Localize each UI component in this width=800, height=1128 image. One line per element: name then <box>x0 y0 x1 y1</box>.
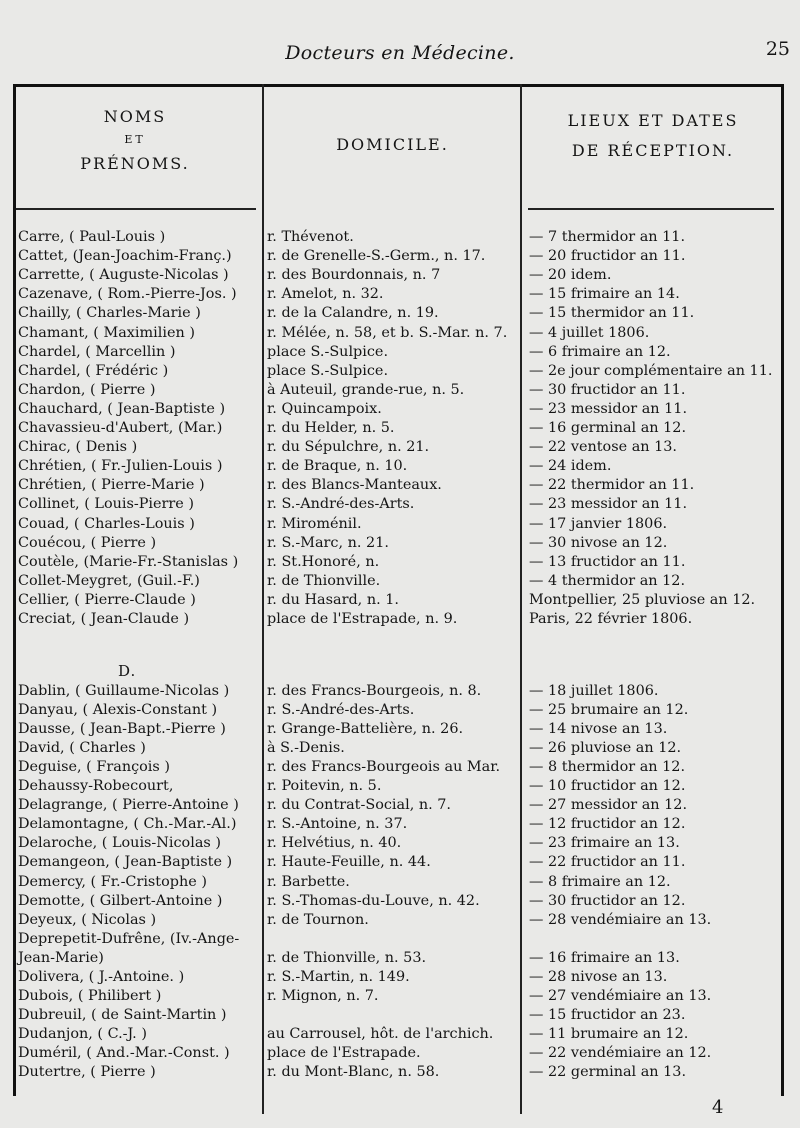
entry-date: — 8 thermidor an 12. <box>529 759 686 775</box>
entry-date: — 23 messidor an 11. <box>529 496 688 512</box>
entry-name: Chardon, ( Pierre ) <box>18 382 156 398</box>
entry-date: — 24 idem. <box>529 458 612 474</box>
entry-domicile: place S.-Sulpice. <box>267 363 389 379</box>
entry-date: — 22 fructidor an 11. <box>529 854 686 870</box>
entry-domicile: r. S.-Thomas-du-Louve, n. 42. <box>267 893 480 909</box>
entry-date: — 16 frimaire an 13. <box>529 950 680 966</box>
entry-date: — 15 frimaire an 14. <box>529 286 680 302</box>
entry-domicile: r. de Tournon. <box>267 912 369 928</box>
entry-date: — 2e jour complémentaire an 11. <box>529 363 773 379</box>
entry-name: Coutèle, (Marie-Fr.-Stanislas ) <box>18 554 239 570</box>
entry-date: — 30 fructidor an 12. <box>529 893 686 909</box>
catchword: 4 <box>712 1097 724 1118</box>
entry-date: — 15 fructidor an 23. <box>529 1007 686 1023</box>
entry-date: — 18 juillet 1806. <box>529 683 659 699</box>
page-header-title: Docteurs en Médecine. <box>285 42 515 64</box>
entry-date: — 8 frimaire an 12. <box>529 874 671 890</box>
entry-date: — 4 juillet 1806. <box>529 325 650 341</box>
entry-name: Dubreuil, ( de Saint-Martin ) <box>18 1007 227 1023</box>
header-reception: DE RÉCEPTION. <box>571 141 735 161</box>
entry-domicile: r. Barbette. <box>267 874 350 890</box>
entry-date: — 22 ventose an 13. <box>529 439 677 455</box>
entry-domicile: r. Amelot, n. 32. <box>267 286 384 302</box>
entry-name: Dubois, ( Philibert ) <box>18 988 162 1004</box>
entry-domicile: r. S.-Marc, n. 21. <box>267 535 389 551</box>
entry-date: — 26 pluviose an 12. <box>529 740 682 756</box>
entry-name: Delaroche, ( Louis-Nicolas ) <box>18 835 221 851</box>
entry-domicile: place de l'Estrapade. <box>267 1045 421 1061</box>
entry-domicile: à S.-Denis. <box>267 740 345 756</box>
entry-name: Demangeon, ( Jean-Baptiste ) <box>18 854 233 870</box>
entry-name: Jean-Marie) <box>18 950 104 966</box>
entry-name: Dudanjon, ( C.-J. ) <box>18 1026 147 1042</box>
entry-date: — 7 thermidor an 11. <box>529 229 686 245</box>
entry-date: — 28 vendémiaire an 13. <box>529 912 712 928</box>
entry-name: Carrette, ( Auguste-Nicolas ) <box>18 267 229 283</box>
entry-domicile: r. Poitevin, n. 5. <box>267 778 382 794</box>
entry-date: — 12 fructidor an 12. <box>529 816 686 832</box>
entry-domicile: r. du Hasard, n. 1. <box>267 592 399 608</box>
entry-date: — 30 fructidor an 11. <box>529 382 686 398</box>
entry-date: — 20 fructidor an 11. <box>529 248 686 264</box>
entry-domicile: r. de Braque, n. 10. <box>267 458 408 474</box>
entry-domicile: r. du Contrat-Social, n. 7. <box>267 797 451 813</box>
entry-domicile: à Auteuil, grande-rue, n. 5. <box>267 382 465 398</box>
entry-name: Carre, ( Paul-Louis ) <box>18 229 166 245</box>
entry-date: Paris, 22 février 1806. <box>529 611 693 627</box>
header-lieux-dates: LIEUX ET DATES <box>567 111 739 130</box>
entry-domicile: r. Helvétius, n. 40. <box>267 835 402 851</box>
entry-domicile: r. de Thionville, n. 53. <box>267 950 427 966</box>
entry-date: Montpellier, 25 pluviose an 12. <box>529 592 756 608</box>
entry-domicile: r. Grange-Battelière, n. 26. <box>267 721 464 737</box>
header-noms: NOMS <box>103 107 167 126</box>
entry-date: — 30 nivose an 12. <box>529 535 668 551</box>
entry-domicile: r. Mélée, n. 58, et b. S.-Mar. n. 7. <box>267 325 508 341</box>
entry-domicile: place de l'Estrapade, n. 9. <box>267 611 458 627</box>
entry-name: Duméril, ( And.-Mar.-Const. ) <box>18 1045 230 1061</box>
entry-domicile: r. des Bourdonnais, n. 7 <box>267 267 441 283</box>
entry-domicile: r. Mignon, n. 7. <box>267 988 379 1004</box>
entry-domicile: r. Miroménil. <box>267 516 362 532</box>
header-rule-dates <box>528 208 774 210</box>
entry-name: Delamontagne, ( Ch.-Mar.-Al.) <box>18 816 237 832</box>
entry-date: — 16 germinal an 12. <box>529 420 687 436</box>
entry-domicile: r. du Mont-Blanc, n. 58. <box>267 1064 440 1080</box>
entry-domicile: r. des Blancs-Manteaux. <box>267 477 442 493</box>
entry-domicile: r. S.-Martin, n. 149. <box>267 969 410 985</box>
entry-name: Demercy, ( Fr.-Cristophe ) <box>18 874 207 890</box>
entry-date: — 4 thermidor an 12. <box>529 573 686 589</box>
entry-domicile: r. Quincampoix. <box>267 401 382 417</box>
column-header-domicile <box>270 136 515 154</box>
entry-date: — 15 thermidor an 11. <box>529 305 695 321</box>
entry-name: Cellier, ( Pierre-Claude ) <box>18 592 196 608</box>
entry-name: David, ( Charles ) <box>18 740 146 756</box>
entry-domicile: au Carrousel, hôt. de l'archich. <box>267 1026 494 1042</box>
entry-name: Deyeux, ( Nicolas ) <box>18 912 157 928</box>
entry-name: Dolivera, ( J.-Antoine. ) <box>18 969 185 985</box>
entry-name: Chardel, ( Marcellin ) <box>18 344 176 360</box>
header-prenoms: PRÉNOMS. <box>80 154 190 174</box>
entry-name: Chrétien, ( Pierre-Marie ) <box>18 477 205 493</box>
entry-date: — 23 frimaire an 13. <box>529 835 680 851</box>
column-header-names <box>20 108 250 173</box>
entry-date: — 22 vendémiaire an 12. <box>529 1045 712 1061</box>
entry-name: Chauchard, ( Jean-Baptiste ) <box>18 401 226 417</box>
entry-name: Chailly, ( Charles-Marie ) <box>18 305 201 321</box>
column-rule-1 <box>262 84 264 1114</box>
column-header-dates <box>528 112 778 161</box>
entry-name: Delagrange, ( Pierre-Antoine ) <box>18 797 239 813</box>
entry-date: — 11 brumaire an 12. <box>529 1026 689 1042</box>
entry-date: — 20 idem. <box>529 267 612 283</box>
entry-domicile: r. Thévenot. <box>267 229 354 245</box>
entry-date: — 14 nivose an 13. <box>529 721 668 737</box>
entry-name: Cattet, (Jean-Joachim-Franç.) <box>18 248 232 264</box>
entry-domicile: r. des Francs-Bourgeois au Mar. <box>267 759 501 775</box>
entry-name: Deprepetit-Dufrêne, (Iv.-Ange- <box>18 931 240 947</box>
entry-name: Danyau, ( Alexis-Constant ) <box>18 702 218 718</box>
entry-domicile: r. de Thionville. <box>267 573 381 589</box>
entry-domicile: place S.-Sulpice. <box>267 344 389 360</box>
entry-domicile: r. S.-Antoine, n. 37. <box>267 816 408 832</box>
header-rule-names <box>16 208 256 210</box>
entry-name: Creciat, ( Jean-Claude ) <box>18 611 190 627</box>
entry-date: — 27 vendémiaire an 13. <box>529 988 712 1004</box>
entry-name: Chamant, ( Maximilien ) <box>18 325 195 341</box>
entry-domicile: r. de la Calandre, n. 19. <box>267 305 439 321</box>
entry-date: — 28 nivose an 13. <box>529 969 668 985</box>
entry-date: — 25 brumaire an 12. <box>529 702 689 718</box>
section-letter-d: D. <box>118 662 137 680</box>
entry-domicile: r. des Francs-Bourgeois, n. 8. <box>267 683 482 699</box>
entry-domicile: r. Haute-Feuille, n. 44. <box>267 854 431 870</box>
entry-name: Chardel, ( Frédéric ) <box>18 363 169 379</box>
entry-date: — 22 germinal an 13. <box>529 1064 687 1080</box>
entry-name: Deguise, ( François ) <box>18 759 170 775</box>
entry-name: Dausse, ( Jean-Bapt.-Pierre ) <box>18 721 226 737</box>
entry-domicile: r. S.-André-des-Arts. <box>267 496 415 512</box>
entry-name: Chrétien, ( Fr.-Julien-Louis ) <box>18 458 223 474</box>
entry-domicile: r. S.-André-des-Arts. <box>267 702 415 718</box>
entry-name: Dablin, ( Guillaume-Nicolas ) <box>18 683 230 699</box>
entry-date: — 10 fructidor an 12. <box>529 778 686 794</box>
entry-date: — 17 janvier 1806. <box>529 516 668 532</box>
entry-date: — 23 messidor an 11. <box>529 401 688 417</box>
column-rule-2 <box>520 84 522 1114</box>
entry-domicile: r. St.Honoré, n. <box>267 554 380 570</box>
entry-date: — 22 thermidor an 11. <box>529 477 695 493</box>
page-number: 25 <box>765 38 790 60</box>
entry-name: Couad, ( Charles-Louis ) <box>18 516 195 532</box>
entry-name: Collet-Meygret, (Guil.-F.) <box>18 573 200 589</box>
entry-domicile: r. du Helder, n. 5. <box>267 420 395 436</box>
entry-name: Chirac, ( Denis ) <box>18 439 138 455</box>
entry-name: Dehaussy-Robecourt, <box>18 778 174 794</box>
entry-name: Demotte, ( Gilbert-Antoine ) <box>18 893 223 909</box>
entry-name: Cazenave, ( Rom.-Pierre-Jos. ) <box>18 286 237 302</box>
header-domicile: DOMICILE. <box>336 135 449 154</box>
entry-date: — 27 messidor an 12. <box>529 797 688 813</box>
entry-domicile: r. de Grenelle-S.-Germ., n. 17. <box>267 248 486 264</box>
header-et: ET <box>124 133 146 147</box>
entry-name: Couécou, ( Pierre ) <box>18 535 157 551</box>
entry-name: Dutertre, ( Pierre ) <box>18 1064 156 1080</box>
entry-date: — 6 frimaire an 12. <box>529 344 671 360</box>
entry-date: — 13 fructidor an 11. <box>529 554 686 570</box>
entry-name: Chavassieu-d'Aubert, (Mar.) <box>18 420 223 436</box>
entry-domicile: r. du Sépulchre, n. 21. <box>267 439 430 455</box>
entry-name: Collinet, ( Louis-Pierre ) <box>18 496 194 512</box>
